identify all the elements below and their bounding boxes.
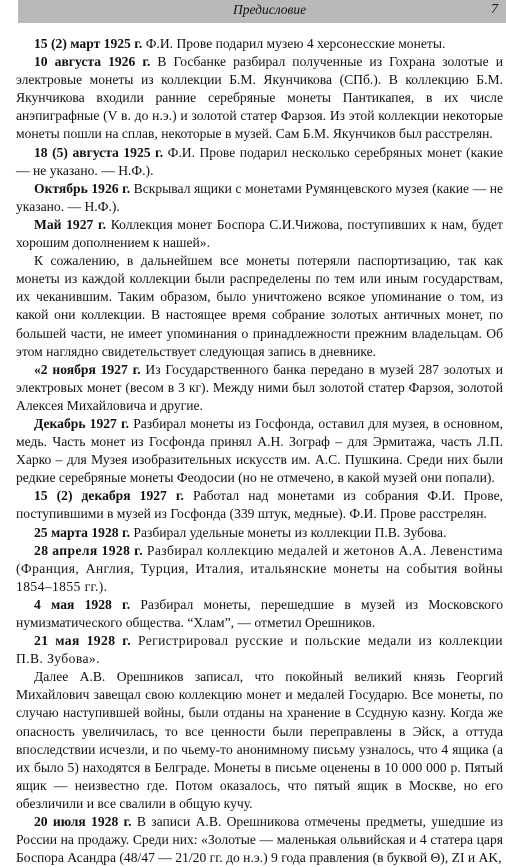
entry-date: «2 ноября 1927 г.: [34, 361, 141, 377]
paragraph-text: Вскрывал ящики с монетами Румянцевского музея (какие — не указано. — Н.Ф.).: [16, 180, 504, 214]
entry-date: 21 мая 1928 г.: [34, 633, 132, 649]
entry-date: 4 мая 1928 г.: [34, 596, 131, 612]
paragraph-text: Разбирал удельные монеты из коллекции П.В. Зубова.: [130, 524, 447, 540]
paragraph: [16, 487, 503, 523]
paragraph-text: Коллекция монет Боспора С.И.Чижова, поступивших к нам, будет хорошим дополнением к нашей».: [16, 216, 503, 251]
entry-date: 15 (2) март 1925 г.: [34, 36, 143, 51]
paragraph-text: К сожалению, в дальнейшем все монеты потеряли паспортизацию, так как монеты из каждой коллекции были распределены по тем или иным государствам, их чеканившим. Таким образом, было уничтожено всякое упоминание о том, из какой они коллекции. В настоящее время собрание золотых античных монет, по большей части, не имеет упоминания о принадлежности прежним владельцам. Об этом наглядно свидетельствует следующая запись в дневнике.: [16, 253, 503, 359]
entry-date: 18 (5) августа 1925 г.: [34, 144, 164, 160]
paragraph-text: Разбирал коллекцию медалей и жетонов А.А. Левенстима (Франция, Англия, Турция, Италия, итальянские монеты на события войны 1854–1855 гг.).: [16, 542, 503, 594]
paragraph: [16, 632, 503, 668]
entry-date: 20 июля 1928 г.: [34, 814, 132, 830]
entry-date: 28 апреля 1928 г.: [34, 542, 144, 558]
paragraph-text: Разбирал монеты из Госфонда, оставил для музея, в основном, медь. Часть монет из Госфонда принял А.Н. Зограф – для Эрмитажа, часть Л.П. Харко – для Музея изобразительных искусств им. А.С. Пушкина. Среди них были редкие серебряные монеты Феодосии (но не отмечено, в какой музей они попали).: [16, 415, 503, 486]
entry-date: Декабрь 1927 г.: [34, 415, 130, 431]
paragraph: [16, 542, 503, 596]
paragraph: [16, 53, 503, 143]
paragraph-text: В Госбанке разбирал полученные из Гохрана золотые и электровые монеты из коллекции Б.М. Якунчикова (СПб.). В коллекцию Б.М. Якунчикова входили ранние серебряные монеты Пантикапея, в их числе анэпиграфные (V в. до н.э.) и золотой статер Фарзоя. Из этой коллекции некоторые монеты пошли на сплав, некоторые в музей. Сам Б.М. Якунчиков был расстрелян.: [16, 54, 503, 142]
paragraph-text: В записи А.В. Орешникова отмечены предметы, ушедшие из России на продажу. Среди них: «Золотые — маленькая ольвийская и 4 статера царя Боспора Асандра (48/47 — 21/20 гг. до н.э.) 9 года правления (в буквой Θ), ZI и AK,: [16, 814, 503, 866]
paragraph-text: Ф.И. Прове подарил несколько серебряных монет (какие — не указано. — Н.Ф.).: [16, 144, 503, 178]
paragraph: [16, 216, 503, 252]
paragraph: [16, 35, 503, 53]
entry-date: 10 августа 1926 г.: [34, 54, 151, 70]
paragraph-text: Далее А.В. Орешников записал, что покойный великий князь Георгий Михайлович завещал свою коллекцию монет и медалей Государю. Все монеты, по случаю наступившей войны, были отданы на хранение в Ссудную казну. Когда же опасность увеличилась, то все ценности были переправлены в Эйск, а оттуда впоследствии исчезли, и по чьему-то анонимному письму узналось, что 4 ящика (а их было 5) находятся в Белграде. Монеты в письме оценены в 10 000 000 р. Пятый ящик — неизвестно где. Потом оказалось, что пятый ящик в Москве, но его обезличили и все свалили в общую кучу.: [16, 669, 503, 811]
entry-date: Май 1927 г.: [34, 216, 107, 232]
paragraph: [16, 415, 503, 487]
running-header: [18, 0, 506, 23]
paragraph: [16, 361, 503, 415]
paragraph-text: Из Государственного банка передано в музей 287 золотых и электровых монет (весом в 3 кг). Между ними был золотой статер Фарзоя, золотой Алексея Михайловича и другие.: [16, 361, 503, 413]
paragraph-text: Ф.И. Прове подарил музею 4 херсонесские монеты.: [142, 36, 446, 51]
paragraph: [16, 180, 503, 216]
paragraph: [16, 144, 503, 180]
page-number: 7: [491, 2, 498, 17]
entry-date: 15 (2) декабря 1927 г.: [34, 488, 184, 504]
paragraph: [16, 524, 503, 542]
entry-date: Октябрь 1926 г.: [34, 180, 131, 196]
entry-date: 25 марта 1928 г.: [34, 524, 130, 540]
running-header-title: Предисловие: [233, 2, 307, 17]
paragraph: [16, 596, 503, 632]
page-body: [16, 35, 503, 867]
paragraph: [16, 813, 503, 867]
paragraph-text: Регистрировал русские и польские медали из коллекции П.В. Зубова».: [16, 633, 503, 667]
paragraph: [16, 252, 503, 361]
paragraph-text: Разбирал монеты, перешедшие в музей из Московского нумизматического общества. “Хлам”, — отметил Орешников.: [16, 596, 503, 630]
paragraph: [16, 668, 503, 813]
paragraph-text: Работал над монетами из собрания Ф.И. Прове, поступившими в музей из Госфонда (339 штук, медные). Ф.И. Прове расстрелян.: [16, 488, 503, 522]
